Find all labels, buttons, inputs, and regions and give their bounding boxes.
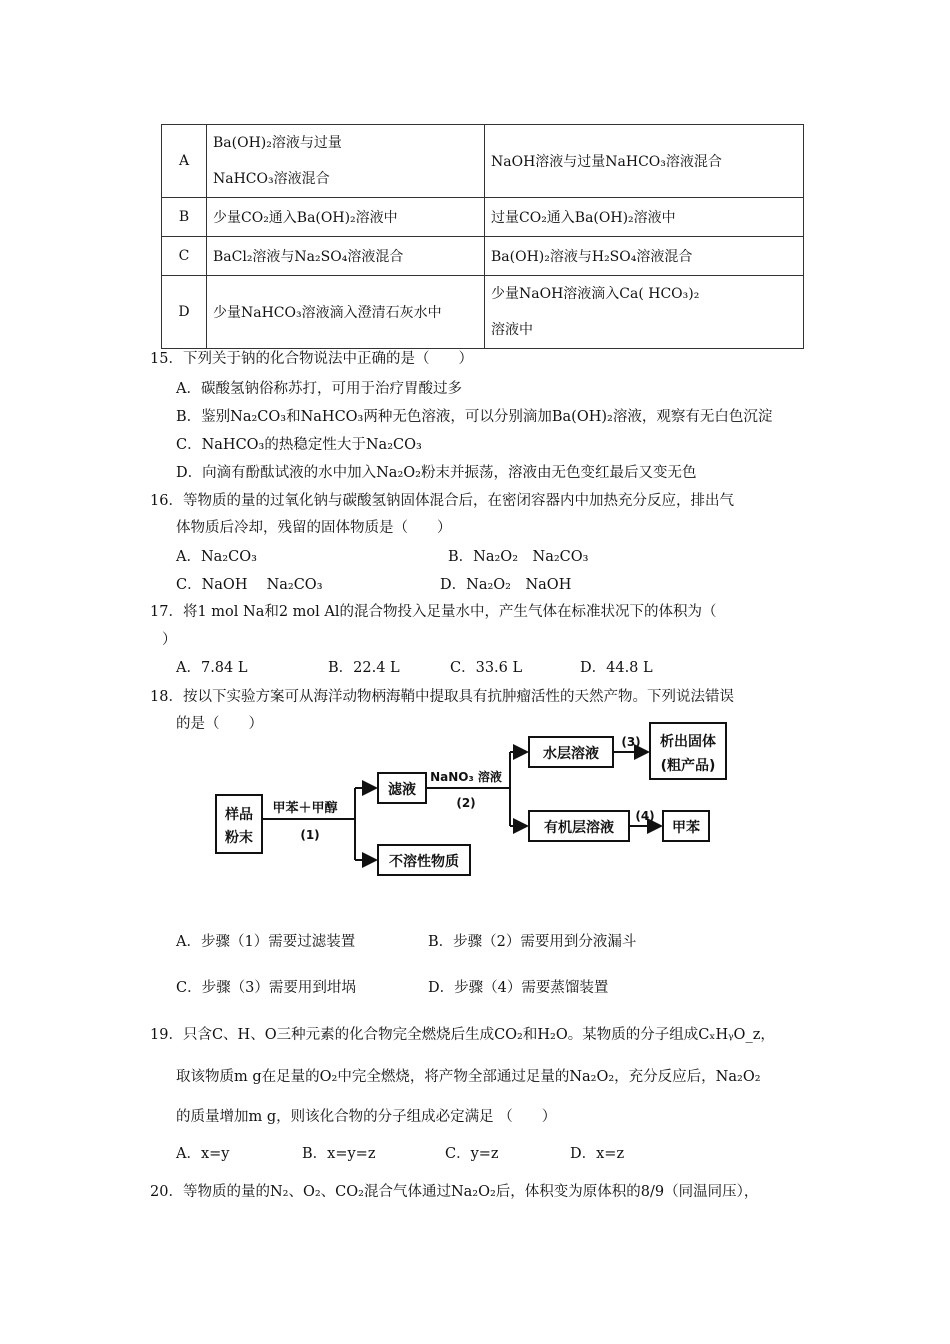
cell-line: NaOH溶液与过量NaHCO₃溶液混合	[491, 154, 722, 170]
filtrate-label: 滤液	[388, 782, 416, 798]
q19-option-b: B．x=y=z	[302, 1146, 376, 1162]
cell-line: 少量CO₂通入Ba(OH)₂溶液中	[213, 210, 398, 226]
q20-stem-line1: 20．等物质的量的N₂、O₂、CO₂混合气体通过Na₂O₂后，体积变为原体积的8/9（同温同压），	[150, 1184, 759, 1200]
q18-option-c: C．步骤（3）需要用到坩埚	[176, 980, 356, 996]
q15-option-a: A．碳酸氢钠俗称苏打，可用于治疗胃酸过多	[176, 381, 462, 397]
right-cell	[485, 198, 804, 237]
cell-line: NaHCO₃溶液混合	[213, 171, 330, 187]
q16-option-d: D．Na₂O₂ NaOH	[440, 577, 572, 593]
cell-line: Ba(OH)₂溶液与过量	[213, 135, 342, 151]
step3-label: (3)	[621, 735, 641, 749]
q16-option-b: B．Na₂O₂ Na₂CO₃	[448, 549, 589, 565]
cell-line: BaCl₂溶液与Na₂SO₄溶液混合	[213, 249, 404, 265]
q19-stem-line2: 取该物质m g在足量的O₂中完全燃烧，将产物全部通过足量的Na₂O₂，充分反应后，Na₂O₂	[176, 1069, 761, 1085]
solid-label-2: (粗产品)	[660, 758, 716, 774]
q19-stem-line3: 的质量增加m g，则该化合物的分子组成必定满足 （ ）	[176, 1109, 557, 1125]
q18-option-b: B．步骤（2）需要用到分液漏斗	[428, 934, 637, 950]
step2-label: (2)	[456, 796, 476, 810]
q17-option-c: C．33.6 L	[450, 660, 523, 676]
insoluble-label: 不溶性物质	[389, 854, 459, 870]
left-cell	[207, 276, 485, 349]
organic-label: 有机层溶液	[544, 820, 614, 836]
right-cell	[485, 237, 804, 276]
cell-line: Ba(OH)₂溶液与H₂SO₄溶液混合	[491, 249, 693, 265]
q16-option-a: A．Na₂CO₃	[176, 549, 257, 565]
row-label: C	[162, 237, 207, 276]
row-label: B	[162, 198, 207, 237]
q17-option-b: B．22.4 L	[328, 660, 400, 676]
q15-option-d: D．向滴有酚酞试液的水中加入Na₂O₂粉末并振荡，溶液由无色变红最后又变无色	[176, 465, 697, 481]
reagent1-label: 甲苯＋甲醇	[272, 801, 338, 816]
table-row	[162, 125, 804, 198]
row-label: A	[162, 125, 207, 198]
q16-option-c: C．NaOH Na₂CO₃	[176, 577, 323, 593]
solid-label-1: 析出固体	[660, 734, 716, 750]
q19-option-c: C．y=z	[445, 1146, 499, 1162]
q17-option-a: A．7.84 L	[176, 660, 248, 676]
q17-option-d: D．44.8 L	[580, 660, 653, 676]
extraction-flowchart	[200, 715, 740, 885]
table-row	[162, 198, 804, 237]
options-table	[161, 124, 804, 349]
cell-line: 溶液中	[491, 322, 533, 338]
q15-option-b: B．鉴别Na₂CO₃和NaHCO₃两种无色溶液，可以分别滴加Ba(OH)₂溶液，观察有无白色沉淀	[176, 409, 773, 425]
q15-option-c: C．NaHCO₃的热稳定性大于Na₂CO₃	[176, 437, 422, 453]
left-cell	[207, 125, 485, 198]
row-label: D	[162, 276, 207, 349]
q15-stem: 15．下列关于钠的化合物说法中正确的是（ ）	[150, 351, 473, 367]
aqueous-label: 水层溶液	[543, 746, 599, 762]
cell-line: 少量NaHCO₃溶液滴入澄清石灰水中	[213, 305, 442, 321]
right-cell	[485, 125, 804, 198]
left-cell	[207, 198, 485, 237]
q18-stem-line1: 18．按以下实验方案可从海洋动物柄海鞘中提取具有抗肿瘤活性的天然产物。下列说法错误	[150, 689, 734, 705]
q18-option-a: A．步骤（1）需要过滤装置	[176, 934, 356, 950]
toluene-label: 甲苯	[672, 820, 700, 836]
q19-option-d: D．x=z	[570, 1146, 625, 1162]
q19-stem-line1: 19．只含C、H、O三种元素的化合物完全燃烧后生成CO₂和H₂O。某物质的分子组成CₓHᵧO_z，	[150, 1027, 775, 1043]
q17-stem-line2: ）	[162, 632, 177, 648]
table-row	[162, 276, 804, 349]
q18-option-d: D．步骤（4）需要蒸馏装置	[428, 980, 609, 996]
cell-line: 少量NaOH溶液滴入Ca( HCO₃)₂	[491, 286, 700, 302]
table-row	[162, 237, 804, 276]
q16-stem-line2: 体物质后冷却，残留的固体物质是（ ）	[176, 520, 452, 536]
q17-stem-line1: 17．将1 mol Na和2 mol Al的混合物投入足量水中，产生气体在标准状况下的体积为（	[150, 604, 717, 620]
right-cell	[485, 276, 804, 349]
q19-option-a: A．x=y	[176, 1146, 230, 1162]
cell-line: 过量CO₂通入Ba(OH)₂溶液中	[491, 210, 676, 226]
sample-label-1: 样品	[225, 807, 253, 823]
q18-stem-line2: 的是（ ）	[176, 716, 263, 732]
step1-label: (1)	[300, 828, 320, 842]
step4-label: (4)	[635, 809, 655, 823]
left-cell	[207, 237, 485, 276]
q16-stem-line1: 16．等物质的量的过氧化钠与碳酸氢钠固体混合后，在密闭容器内中加热充分反应，排出气	[150, 493, 734, 509]
reagent2-label: NaNO₃ 溶液	[430, 770, 502, 784]
sample-label-2: 粉末	[225, 830, 253, 846]
